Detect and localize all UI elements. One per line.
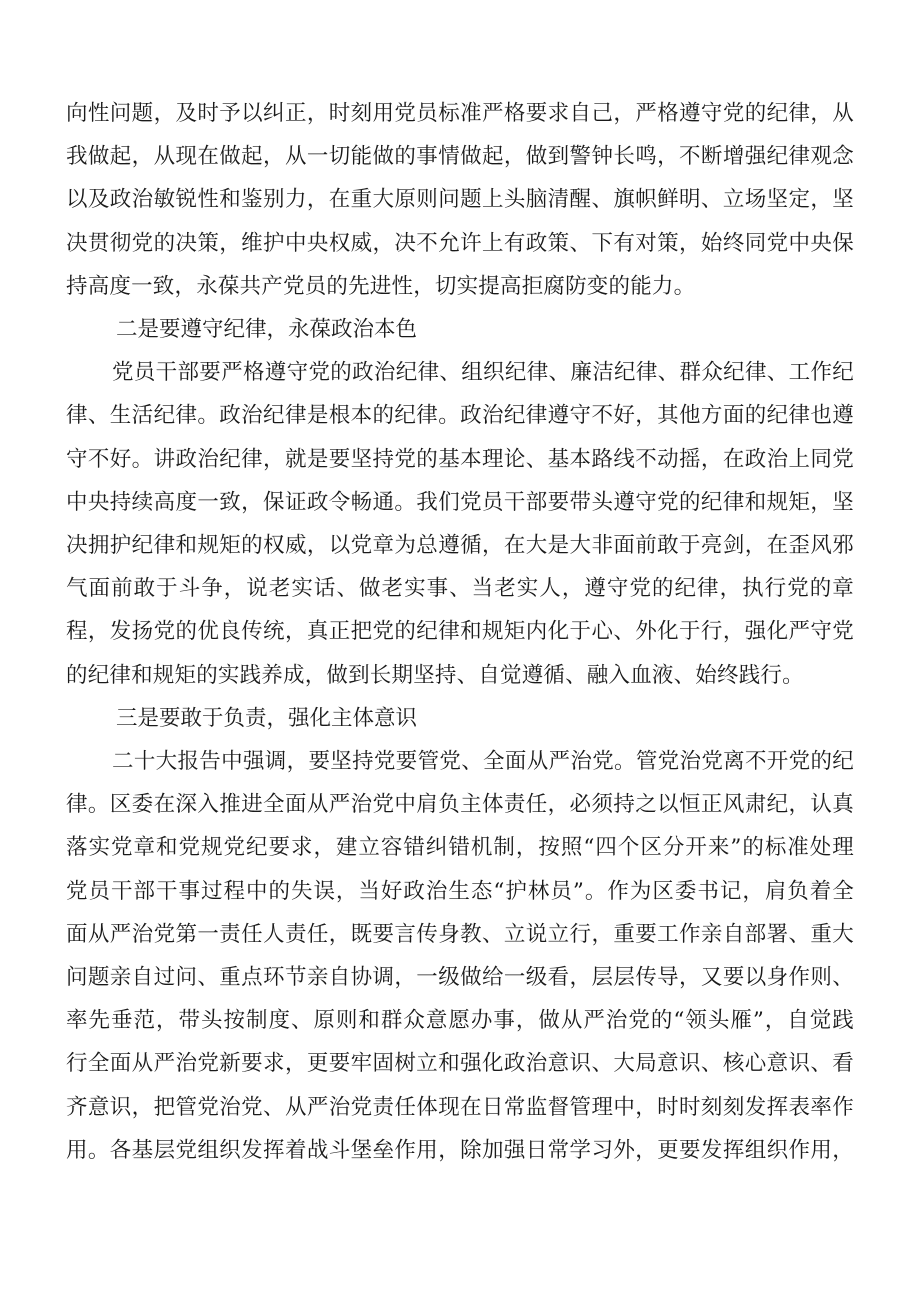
text-line: 齐意识，把管党治党、从严治党责任体现在日常监督管理中，时时刻刻发挥表率作 bbox=[66, 1094, 854, 1120]
text-line: 向性问题，及时予以纠正，时刻用党员标准严格要求自己，严格遵守党的纪律，从 bbox=[66, 101, 854, 126]
text-line: 律、生活纪律。政治纪律是根本的纪律。政治纪律遵守不好，其他方面的纪律也遵 bbox=[66, 403, 854, 429]
text-line: 党员干部要严格遵守党的政治纪律、组织纪律、廉洁纪律、群众纪律、工作纪 bbox=[112, 360, 854, 386]
paragraph-3 bbox=[66, 740, 854, 1172]
text-line: 党员干部干事过程中的失误，当好政治生态“护林员”。作为区委书记，肩负着全 bbox=[66, 878, 854, 904]
text-line: 的纪律和规矩的实践养成，做到长期坚持、自觉遵循、融入血液、始终践行。 bbox=[66, 662, 804, 688]
text-line: 以及政治敏锐性和鉴别力，在重大原则问题上头脑清醒、旗帜鲜明、立场坚定，坚 bbox=[66, 187, 854, 213]
text-line: 持高度一致，永葆共产党员的先进性，切实提高拒腐防变的能力。 bbox=[66, 273, 696, 299]
text-line: 程，发扬党的优良传统，真正把党的纪律和规矩内化于心、外化于行，强化严守党 bbox=[66, 619, 854, 645]
text-line: 落实党章和党规党纪要求，建立容错纠错机制，按照“四个区分开来”的标准处理 bbox=[66, 835, 854, 861]
paragraph-1 bbox=[66, 92, 854, 308]
section-heading-2: 二是要遵守纪律，永葆政治本色 bbox=[116, 317, 418, 343]
section-heading-3: 三是要敢于负责，强化主体意识 bbox=[116, 705, 418, 731]
text-line: 决贯彻党的决策，维护中央权威，决不允许上有政策、下有对策，始终同党中央保 bbox=[66, 230, 854, 256]
text-line: 率先垂范，带头按制度、原则和群众意愿办事，做从严治党的“领头雁”，自觉践 bbox=[66, 1008, 854, 1034]
text-line: 行全面从严治党新要求，更要牢固树立和强化政治意识、大局意识、核心意识、看 bbox=[66, 1051, 854, 1077]
text-line: 用。各基层党组织发挥着战斗堡垒作用，除加强日常学习外，更要发挥组织作用， bbox=[66, 1137, 854, 1163]
text-line: 守不好。讲政治纪律，就是要坚持党的基本理论、基本路线不动摇，在政治上同党 bbox=[66, 446, 854, 472]
text-line: 面从严治党第一责任人责任，既要言传身教、立说立行，重要工作亲自部署、重大 bbox=[66, 921, 854, 947]
text-line: 问题亲自过问、重点环节亲自协调，一级做给一级看，层层传导，又要以身作则、 bbox=[66, 965, 854, 991]
text-line: 中央持续高度一致，保证政令畅通。我们党员干部要带头遵守党的纪律和规矩，坚 bbox=[66, 489, 854, 515]
text-line: 律。区委在深入推进全面从严治党中肩负主体责任，必须持之以恒正风肃纪，认真 bbox=[66, 792, 854, 818]
paragraph-2 bbox=[66, 351, 854, 697]
text-line: 我做起，从现在做起，从一切能做的事情做起，做到警钟长鸣，不断增强纪律观念 bbox=[66, 144, 854, 170]
text-line: 二十大报告中强调，要坚持党要管党、全面从严治党。管党治党离不开党的纪 bbox=[112, 749, 854, 775]
text-line: 气面前敢于斗争，说老实话、做老实事、当老实人，遵守党的纪律，执行党的章 bbox=[66, 576, 854, 602]
text-line: 决拥护纪律和规矩的权威，以党章为总遵循，在大是大非面前敢于亮剑，在歪风邪 bbox=[66, 533, 854, 559]
